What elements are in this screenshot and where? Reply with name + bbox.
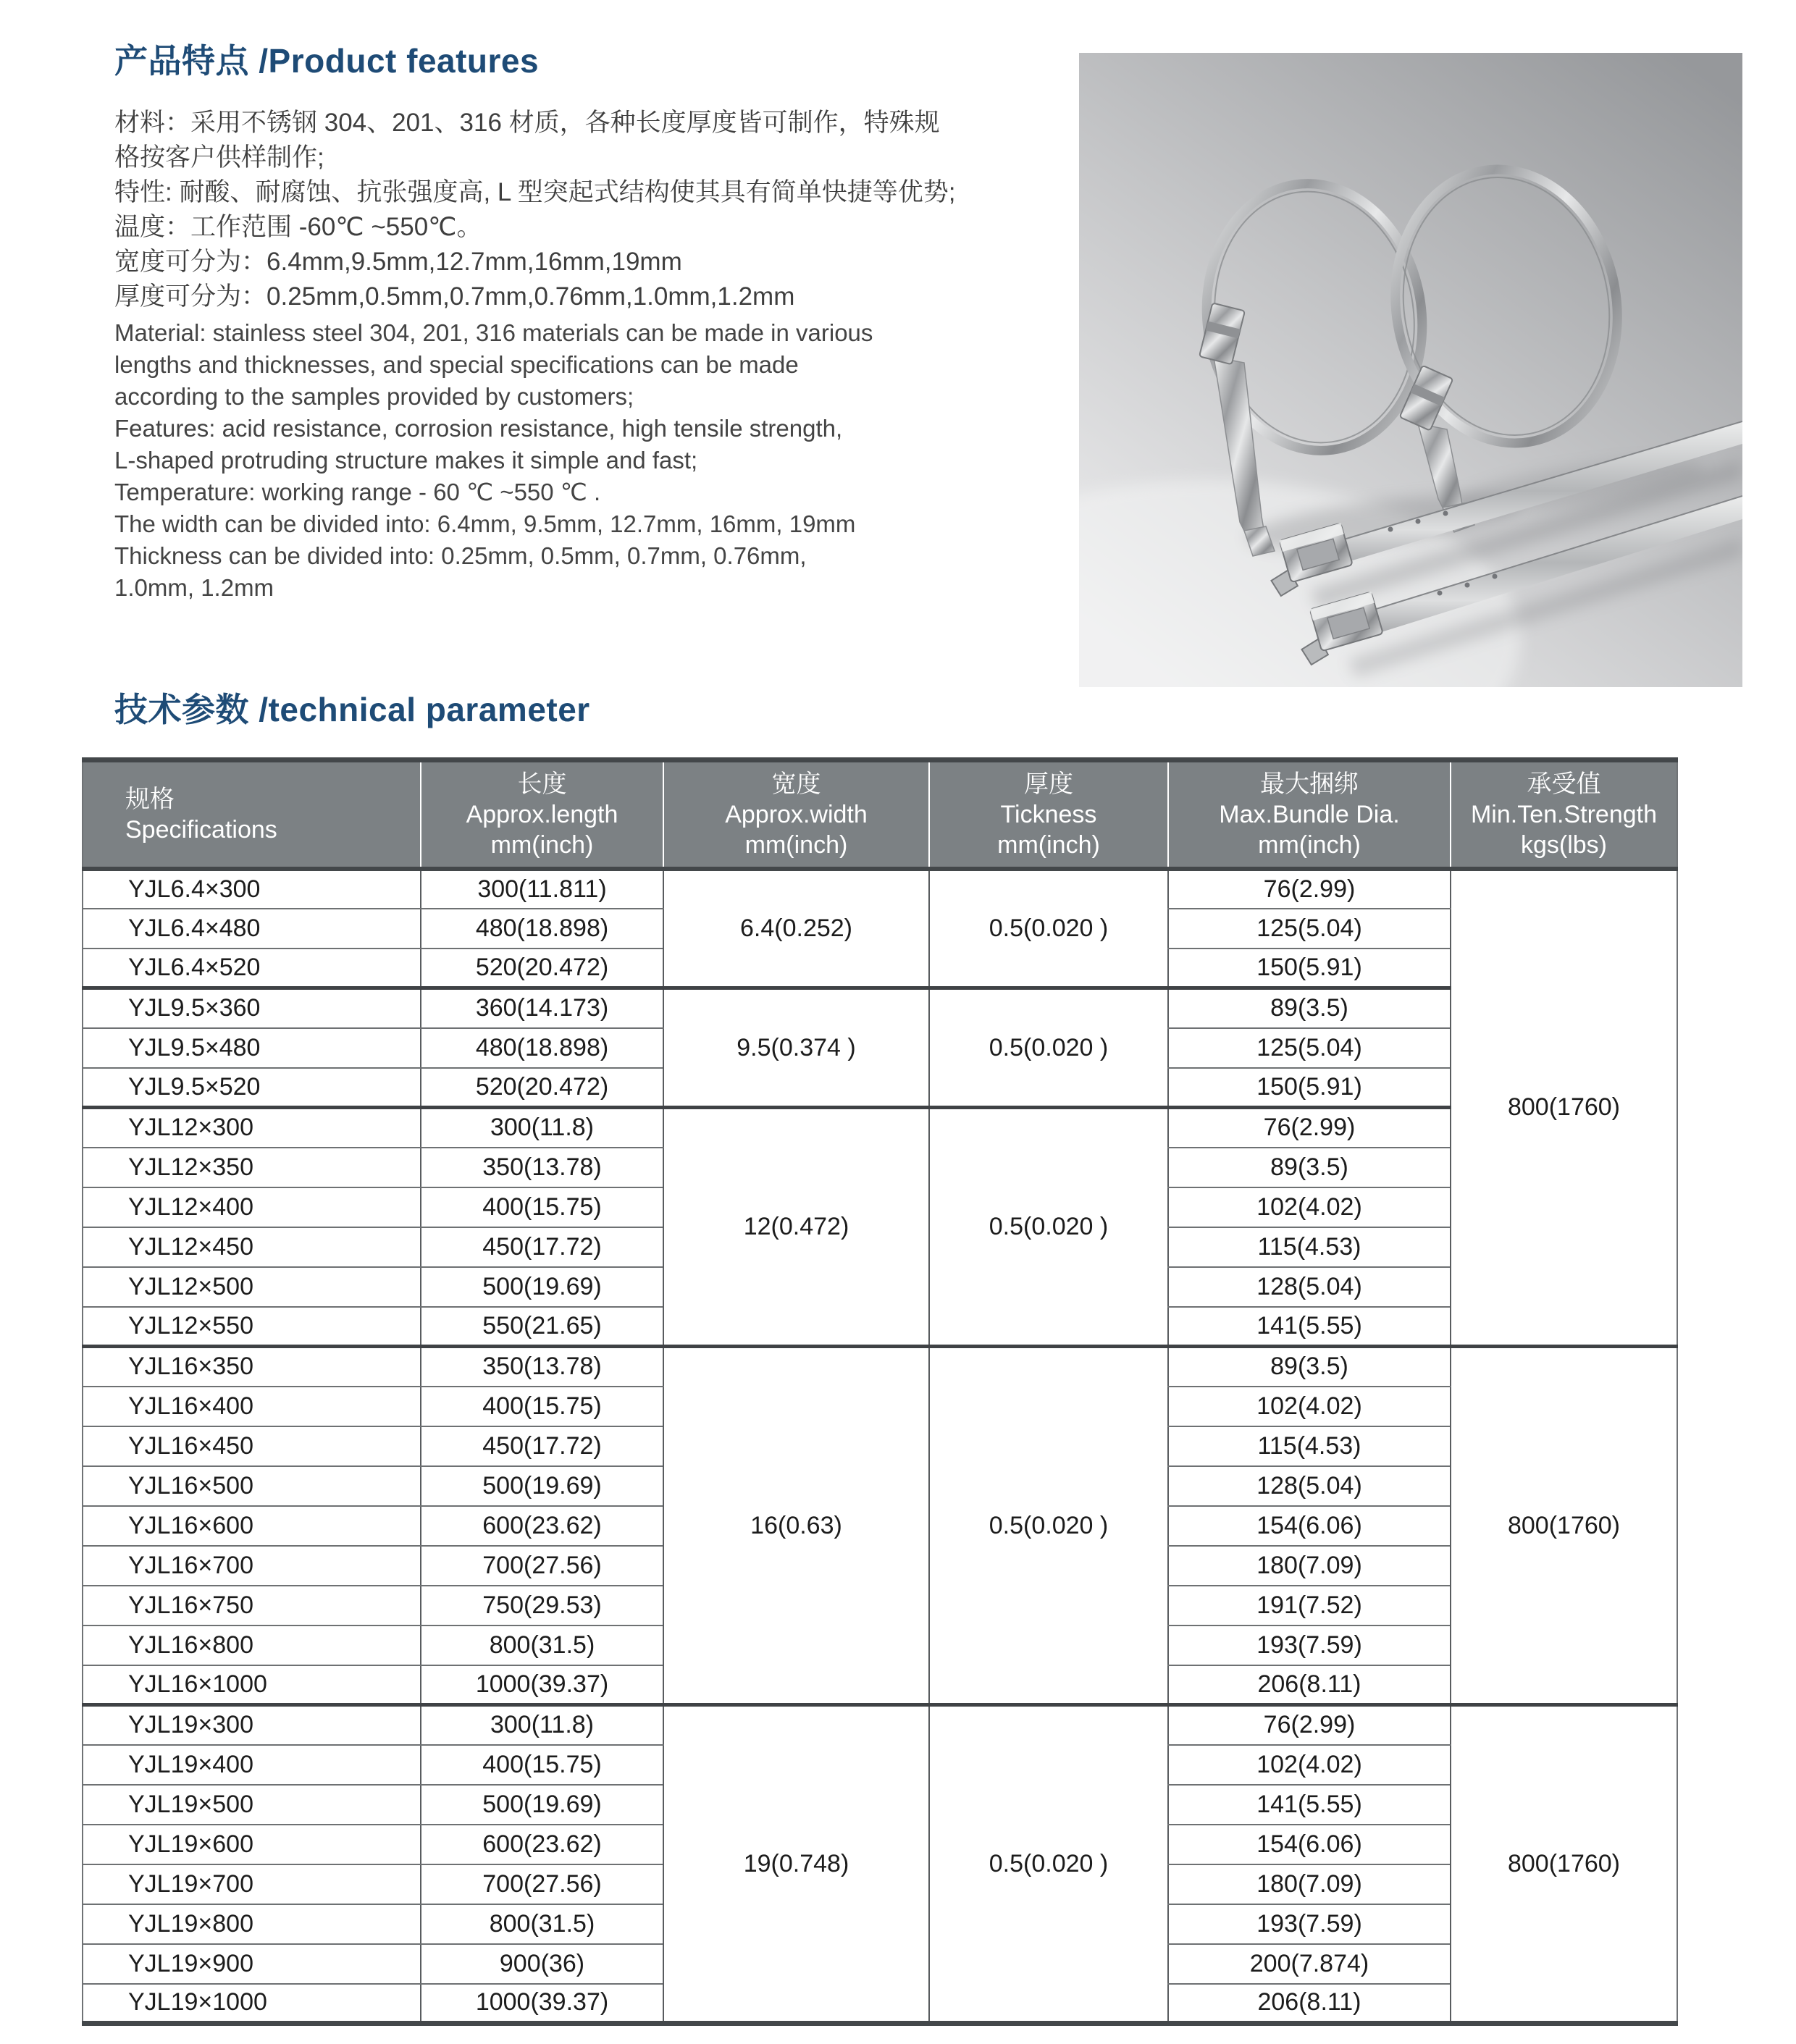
spec-cell: YJL19×800 bbox=[83, 1904, 421, 1944]
length-cell: 500(19.69) bbox=[421, 1785, 663, 1825]
spec-cell: YJL16×450 bbox=[83, 1426, 421, 1466]
spec-cell: YJL9.5×480 bbox=[83, 1028, 421, 1068]
length-cell: 300(11.8) bbox=[421, 1705, 663, 1745]
spec-cell: YJL6.4×300 bbox=[83, 869, 421, 909]
bundle-cell: 193(7.59) bbox=[1168, 1904, 1451, 1944]
spec-cell: YJL19×300 bbox=[83, 1705, 421, 1745]
col-header-specifications bbox=[83, 760, 421, 869]
spec-cell: YJL16×400 bbox=[83, 1387, 421, 1426]
bundle-cell: 154(6.06) bbox=[1168, 1825, 1451, 1864]
spec-cell: YJL16×800 bbox=[83, 1625, 421, 1665]
length-cell: 700(27.56) bbox=[421, 1864, 663, 1904]
header-unit: mm(inch) bbox=[997, 830, 1100, 859]
thickness-cell: 0.5(0.020 ) bbox=[929, 869, 1168, 988]
bundle-cell: 206(8.11) bbox=[1168, 1984, 1451, 2024]
spec-cell: YJL19×900 bbox=[83, 1944, 421, 1984]
length-cell: 600(23.62) bbox=[421, 1506, 663, 1546]
spec-cell: YJL12×300 bbox=[83, 1108, 421, 1148]
features-text-en bbox=[114, 317, 1056, 604]
bundle-cell: 115(4.53) bbox=[1168, 1227, 1451, 1267]
product-photo bbox=[1079, 53, 1742, 687]
bundle-cell: 191(7.52) bbox=[1168, 1586, 1451, 1625]
width-cell: 6.4(0.252) bbox=[663, 869, 929, 988]
features-en-line: Material: stainless steel 304, 201, 316 materials can be made in various bbox=[114, 319, 873, 346]
spec-cell: YJL6.4×520 bbox=[83, 949, 421, 988]
bundle-cell: 125(5.04) bbox=[1168, 1028, 1451, 1068]
header-unit: mm(inch) bbox=[490, 830, 594, 859]
bundle-cell: 128(5.04) bbox=[1168, 1466, 1451, 1506]
length-cell: 480(18.898) bbox=[421, 1028, 663, 1068]
width-cell: 19(0.748) bbox=[663, 1705, 929, 2024]
col-header-length bbox=[421, 760, 663, 869]
strength-cell: 800(1760) bbox=[1451, 869, 1677, 1347]
width-cell: 12(0.472) bbox=[663, 1108, 929, 1347]
header-en: Tickness bbox=[1000, 800, 1097, 828]
bundle-cell: 76(2.99) bbox=[1168, 1108, 1451, 1148]
length-cell: 400(15.75) bbox=[421, 1387, 663, 1426]
length-cell: 1000(39.37) bbox=[421, 1665, 663, 1705]
col-header-strength bbox=[1451, 760, 1677, 869]
col-header-max-bundle bbox=[1168, 760, 1451, 869]
features-en-line: 1.0mm, 1.2mm bbox=[114, 574, 274, 601]
length-cell: 300(11.811) bbox=[421, 869, 663, 909]
bundle-cell: 141(5.55) bbox=[1168, 1307, 1451, 1347]
features-en-line: Temperature: working range - 60 ℃ ~550 ℃ . bbox=[114, 479, 601, 505]
features-zh-line: 材料：采用不锈钢 304、201、316 材质，各种长度厚度皆可制作，特殊规 bbox=[114, 109, 940, 137]
spec-cell: YJL6.4×480 bbox=[83, 909, 421, 949]
length-cell: 800(31.5) bbox=[421, 1625, 663, 1665]
bundle-cell: 193(7.59) bbox=[1168, 1625, 1451, 1665]
spec-cell: YJL19×700 bbox=[83, 1864, 421, 1904]
length-cell: 800(31.5) bbox=[421, 1904, 663, 1944]
spec-cell: YJL16×500 bbox=[83, 1466, 421, 1506]
bundle-cell: 89(3.5) bbox=[1168, 1347, 1451, 1387]
bundle-cell: 89(3.5) bbox=[1168, 1148, 1451, 1187]
header-zh: 长度 bbox=[517, 770, 567, 798]
header-zh: 宽度 bbox=[771, 770, 821, 798]
strength-cell: 800(1760) bbox=[1451, 1705, 1677, 2024]
spec-cell: YJL19×600 bbox=[83, 1825, 421, 1864]
spec-cell: YJL19×500 bbox=[83, 1785, 421, 1825]
strength-cell: 800(1760) bbox=[1451, 1347, 1677, 1705]
thickness-cell: 0.5(0.020 ) bbox=[929, 1347, 1168, 1705]
spec-cell: YJL16×350 bbox=[83, 1347, 421, 1387]
product-photo-illustration bbox=[1079, 53, 1742, 687]
features-zh-line: 格按客户供样制作; bbox=[114, 143, 324, 172]
col-header-thickness bbox=[929, 760, 1168, 869]
features-section-title: 产品特点 /Product features bbox=[114, 42, 540, 80]
spec-cell: YJL9.5×360 bbox=[83, 988, 421, 1028]
length-cell: 1000(39.37) bbox=[421, 1984, 663, 2024]
header-en: Min.Ten.Strength bbox=[1470, 800, 1658, 828]
bundle-cell: 206(8.11) bbox=[1168, 1665, 1451, 1705]
spec-cell: YJL19×400 bbox=[83, 1745, 421, 1785]
bundle-cell: 125(5.04) bbox=[1168, 909, 1451, 949]
tech-section-title: 技术参数 /technical parameter bbox=[114, 691, 590, 728]
features-en-line: Thickness can be divided into: 0.25mm, 0.5mm, 0.7mm, 0.76mm, bbox=[114, 542, 807, 569]
width-cell: 9.5(0.374 ) bbox=[663, 988, 929, 1108]
length-cell: 500(19.69) bbox=[421, 1466, 663, 1506]
spec-cell: YJL12×450 bbox=[83, 1227, 421, 1267]
header-unit: mm(inch) bbox=[744, 830, 848, 859]
features-en-line: lengths and thicknesses, and special specifications can be made bbox=[114, 351, 799, 378]
header-unit: mm(inch) bbox=[1258, 830, 1361, 859]
bundle-cell: 76(2.99) bbox=[1168, 869, 1451, 909]
table-row bbox=[83, 988, 1677, 1028]
spec-cell: YJL12×350 bbox=[83, 1148, 421, 1187]
header-en: Approx.length bbox=[466, 800, 618, 828]
features-zh-line: 温度：工作范围 -60℃ ~550℃。 bbox=[114, 213, 482, 241]
length-cell: 400(15.75) bbox=[421, 1745, 663, 1785]
length-cell: 550(21.65) bbox=[421, 1307, 663, 1347]
header-zh: 规格 bbox=[125, 785, 175, 813]
table-row bbox=[83, 1347, 1677, 1387]
header-en: Approx.width bbox=[725, 800, 868, 828]
length-cell: 520(20.472) bbox=[421, 1068, 663, 1108]
spec-cell: YJL12×400 bbox=[83, 1187, 421, 1227]
header-zh: 厚度 bbox=[1024, 770, 1073, 798]
bundle-cell: 150(5.91) bbox=[1168, 1068, 1451, 1108]
features-en-line: The width can be divided into: 6.4mm, 9.5mm, 12.7mm, 16mm, 19mm bbox=[114, 510, 856, 537]
bundle-cell: 180(7.09) bbox=[1168, 1864, 1451, 1904]
length-cell: 500(19.69) bbox=[421, 1267, 663, 1307]
width-cell: 16(0.63) bbox=[663, 1347, 929, 1705]
spec-cell: YJL12×550 bbox=[83, 1307, 421, 1347]
header-row bbox=[83, 760, 1677, 869]
technical-parameter-table bbox=[82, 757, 1678, 2026]
length-cell: 300(11.8) bbox=[421, 1108, 663, 1148]
length-cell: 600(23.62) bbox=[421, 1825, 663, 1864]
bundle-cell: 200(7.874) bbox=[1168, 1944, 1451, 1984]
spec-cell: YJL12×500 bbox=[83, 1267, 421, 1307]
length-cell: 360(14.173) bbox=[421, 988, 663, 1028]
header-unit: kgs(lbs) bbox=[1520, 830, 1608, 859]
length-cell: 450(17.72) bbox=[421, 1426, 663, 1466]
header-en: Max.Bundle Dia. bbox=[1219, 800, 1400, 828]
bundle-cell: 154(6.06) bbox=[1168, 1506, 1451, 1546]
features-zh-line: 厚度可分为：0.25mm,0.5mm,0.7mm,0.76mm,1.0mm,1.2mm bbox=[114, 282, 795, 311]
features-zh-line: 特性: 耐酸、耐腐蚀、抗张强度高, L 型突起式结构使其具有简单快捷等优势; bbox=[114, 178, 956, 206]
thickness-cell: 0.5(0.020 ) bbox=[929, 988, 1168, 1108]
length-cell: 700(27.56) bbox=[421, 1546, 663, 1586]
length-cell: 750(29.53) bbox=[421, 1586, 663, 1625]
bundle-cell: 180(7.09) bbox=[1168, 1546, 1451, 1586]
bundle-cell: 128(5.04) bbox=[1168, 1267, 1451, 1307]
header-zh: 最大捆绑 bbox=[1260, 770, 1359, 798]
technical-parameter-table-wrap bbox=[82, 757, 1678, 2026]
length-cell: 400(15.75) bbox=[421, 1187, 663, 1227]
header-en: Specifications bbox=[125, 815, 277, 844]
spec-cell: YJL16×700 bbox=[83, 1546, 421, 1586]
spec-cell: YJL19×1000 bbox=[83, 1984, 421, 2024]
length-cell: 350(13.78) bbox=[421, 1148, 663, 1187]
features-en-line: L-shaped protruding structure makes it simple and fast; bbox=[114, 447, 698, 474]
length-cell: 350(13.78) bbox=[421, 1347, 663, 1387]
spec-cell: YJL16×1000 bbox=[83, 1665, 421, 1705]
features-en-line: according to the samples provided by customers; bbox=[114, 383, 634, 410]
length-cell: 900(36) bbox=[421, 1944, 663, 1984]
features-text-zh bbox=[114, 106, 1056, 314]
header-zh: 承受值 bbox=[1527, 770, 1601, 798]
table-row bbox=[83, 1108, 1677, 1148]
bundle-cell: 76(2.99) bbox=[1168, 1705, 1451, 1745]
col-header-width bbox=[663, 760, 929, 869]
bundle-cell: 89(3.5) bbox=[1168, 988, 1451, 1028]
thickness-cell: 0.5(0.020 ) bbox=[929, 1705, 1168, 2024]
spec-cell: YJL16×600 bbox=[83, 1506, 421, 1546]
table-row bbox=[83, 869, 1677, 909]
bundle-cell: 141(5.55) bbox=[1168, 1785, 1451, 1825]
spec-cell: YJL9.5×520 bbox=[83, 1068, 421, 1108]
bundle-cell: 102(4.02) bbox=[1168, 1187, 1451, 1227]
length-cell: 450(17.72) bbox=[421, 1227, 663, 1267]
spec-cell: YJL16×750 bbox=[83, 1586, 421, 1625]
bundle-cell: 150(5.91) bbox=[1168, 949, 1451, 988]
bundle-cell: 102(4.02) bbox=[1168, 1387, 1451, 1426]
table-row bbox=[83, 1705, 1677, 1745]
thickness-cell: 0.5(0.020 ) bbox=[929, 1108, 1168, 1347]
bundle-cell: 102(4.02) bbox=[1168, 1745, 1451, 1785]
length-cell: 480(18.898) bbox=[421, 909, 663, 949]
features-en-line: Features: acid resistance, corrosion resistance, high tensile strength, bbox=[114, 415, 843, 442]
bundle-cell: 115(4.53) bbox=[1168, 1426, 1451, 1466]
features-zh-line: 宽度可分为：6.4mm,9.5mm,12.7mm,16mm,19mm bbox=[114, 248, 682, 276]
length-cell: 520(20.472) bbox=[421, 949, 663, 988]
